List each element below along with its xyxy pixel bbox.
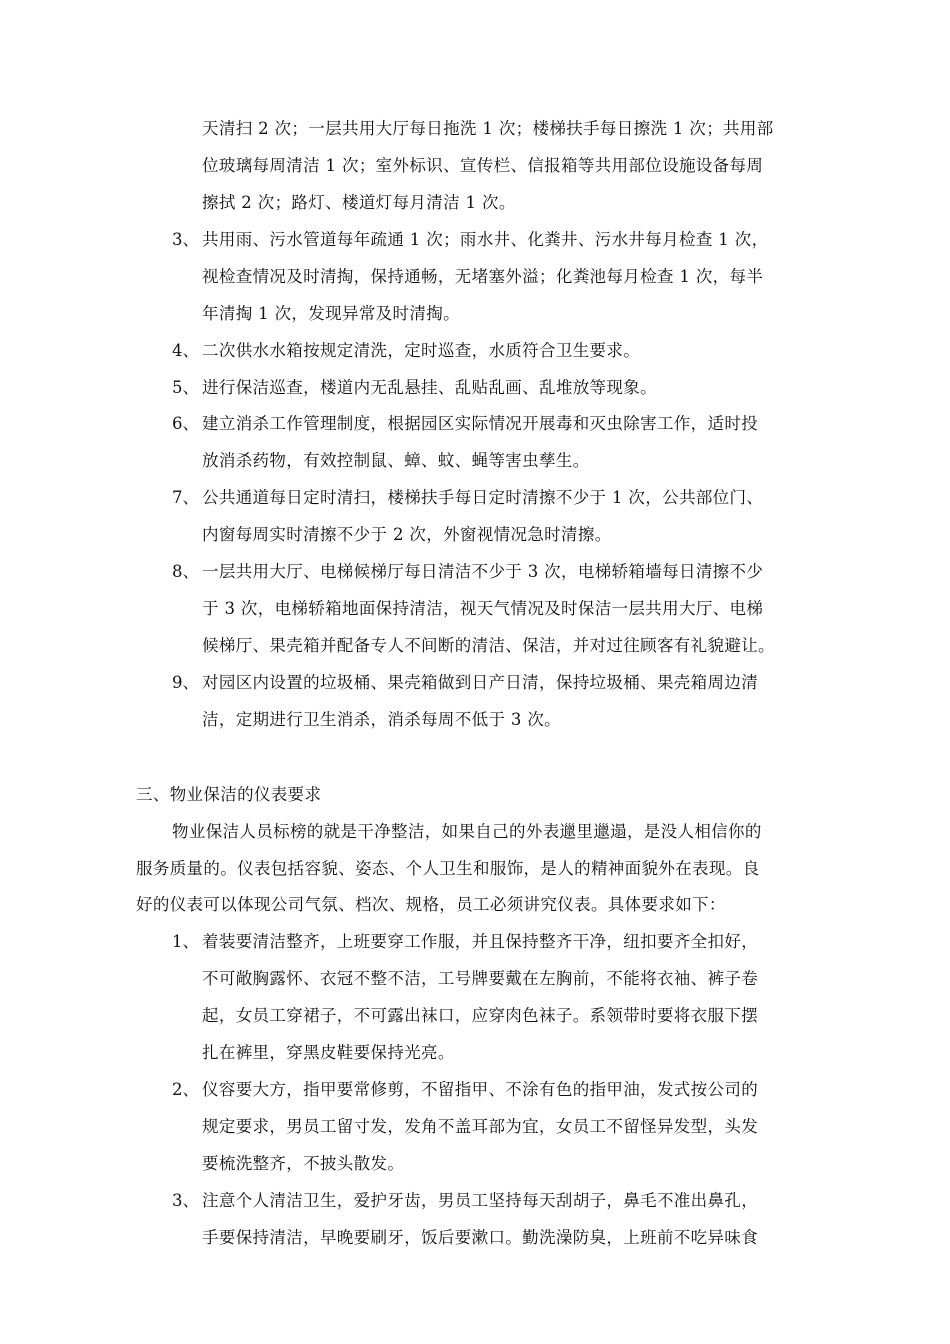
item-number: 3、	[172, 230, 199, 249]
item-text-line: 放消杀药物，有效控制鼠、蟑、蚊、蝇等害虫孳生。	[202, 451, 590, 470]
item-text-line: 扎在裤里，穿黑皮鞋要保持光亮。	[202, 1043, 455, 1062]
item-text-line: 起，女员工穿裙子，不可露出袜口，应穿肉色袜子。系领带时要将衣服下摆	[202, 1006, 759, 1025]
item-number: 4、	[172, 341, 199, 360]
item-text-line: 要梳洗整齐，不披头散发。	[202, 1154, 405, 1173]
item-text-line: 位玻璃每周清洁 1 次；室外标识、宣传栏、信报箱等共用部位设施设备每周	[202, 156, 764, 175]
item-text-line: 不可敞胸露怀、衣冠不整不洁，工号牌要戴在左胸前，不能将衣袖、裤子卷	[202, 969, 759, 988]
item-text-line: 公共通道每日定时清扫，楼梯扶手每日定时清擦不少于 1 次，公共部位门、	[202, 488, 764, 507]
item-text-line: 建立消杀工作管理制度，根据园区实际情况开展毒和灭虫除害工作，适时投	[202, 414, 759, 433]
item-number: 8、	[172, 562, 199, 581]
item-text-line: 着装要清洁整齐，上班要穿工作服，并且保持整齐干净，纽扣要齐全扣好，	[202, 932, 759, 951]
section-heading: 三、物业保洁的仪表要求	[136, 785, 322, 804]
paragraph-line: 服务质量的。仪表包括容貌、姿态、个人卫生和服饰，是人的精神面貌外在表现。良	[136, 859, 760, 878]
item-text-line: 一层共用大厅、电梯候梯厅每日清洁不少于 3 次，电梯轿箱墙每日清擦不少	[202, 562, 764, 581]
item-text-line: 手要保持清洁，早晚要刷牙，饭后要漱口。勤洗澡防臭，上班前不吃异味食	[202, 1228, 759, 1247]
item-number: 3、	[172, 1191, 199, 1210]
item-text-line: 仪容要大方，指甲要常修剪，不留指甲、不涂有色的指甲油，发式按公司的	[202, 1080, 759, 1099]
item-text-line: 注意个人清洁卫生，爱护牙齿，男员工坚持每天刮胡子，鼻毛不准出鼻孔，	[202, 1191, 759, 1210]
item-text-line: 候梯厅、果壳箱并配备专人不间断的清洁、保洁，并对过往顾客有礼貌避让。	[202, 636, 775, 655]
item-text-line: 年清掏 1 次，发现异常及时清掏。	[202, 304, 460, 323]
item-number: 9、	[172, 673, 199, 692]
item-text-line: 共用雨、污水管道每年疏通 1 次；雨水井、化粪井、污水井每月检查 1 次，	[202, 230, 769, 249]
item-text-line: 内窗每周实时清擦不少于 2 次，外窗视情况急时清擦。	[202, 525, 612, 544]
item-text-line: 视检查情况及时清掏，保持通畅，无堵塞外溢；化粪池每月检查 1 次，每半	[202, 267, 764, 286]
item-text-line: 洁，定期进行卫生消杀，消杀每周不低于 3 次。	[202, 710, 562, 729]
item-number: 6、	[172, 414, 199, 433]
item-number: 7、	[172, 488, 199, 507]
paragraph-line: 好的仪表可以体现公司气氛、档次、规格，员工必须讲究仪表。具体要求如下：	[136, 895, 726, 914]
item-text-line: 进行保洁巡查，楼道内无乱悬挂、乱贴乱画、乱堆放等现象。	[202, 378, 657, 397]
item-text-line: 擦拭 2 次；路灯、楼道灯每月清洁 1 次。	[202, 193, 516, 212]
paragraph-line: 物业保洁人员标榜的就是干净整洁，如果自己的外表邋里邋遢，是没人相信你的	[172, 822, 762, 841]
item-text-line: 于 3 次，电梯轿箱地面保持清洁，视天气情况及时保洁一层共用大厅、电梯	[202, 599, 764, 618]
item-number: 1、	[172, 932, 199, 951]
item-text-line: 天清扫 2 次；一层共用大厅每日拖洗 1 次；楼梯扶手每日擦洗 1 次；共用部	[202, 119, 774, 138]
item-number: 2、	[172, 1080, 199, 1099]
item-text-line: 规定要求，男员工留寸发，发角不盖耳部为宜，女员工不留怪异发型，头发	[202, 1117, 759, 1136]
item-text-line: 对园区内设置的垃圾桶、果壳箱做到日产日清，保持垃圾桶、果壳箱周边清	[202, 673, 759, 692]
item-number: 5、	[172, 378, 199, 397]
item-text-line: 二次供水水箱按规定清洗，定时巡查，水质符合卫生要求。	[202, 341, 641, 360]
